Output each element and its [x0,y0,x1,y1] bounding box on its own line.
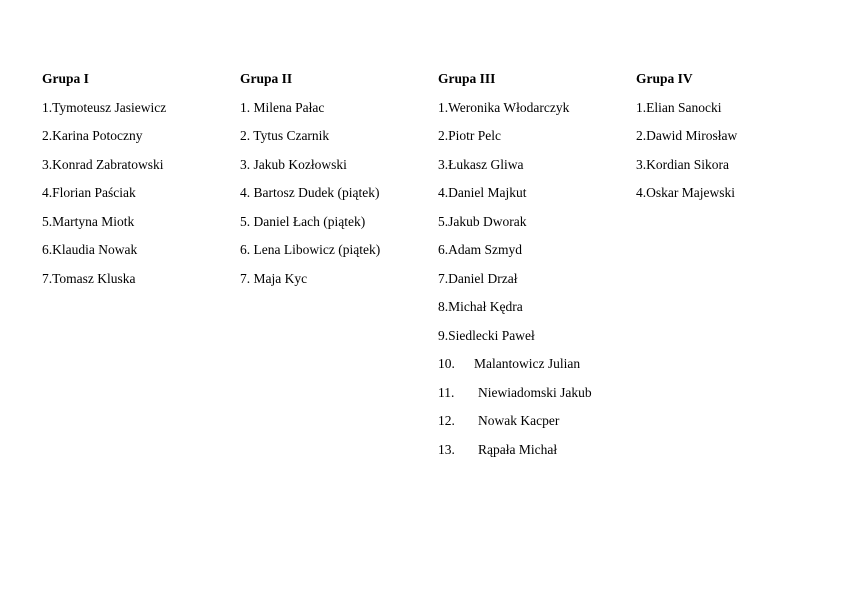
list-item [240,184,430,202]
list-item [438,412,628,430]
item-number: 2. [240,128,251,143]
group-1-title: Grupa I [42,71,89,86]
item-name: Niewiadomski Jakub [478,384,592,400]
item-name: Oskar Majewski [646,185,735,200]
item-name: Siedlecki Paweł [448,327,535,343]
item-number: 4. [438,185,449,200]
item-number: 4. [636,185,647,200]
list-item [438,298,628,316]
group-4-column [636,70,826,213]
list-item [438,184,628,202]
item-number: 5. [240,213,251,229]
list-item [636,99,826,117]
item-name: Malantowicz Julian [474,356,581,371]
item-number: 11. [438,384,455,400]
group-2-title: Grupa II [240,71,293,86]
item-number: 12. [438,413,455,428]
item-number: 3. [636,156,647,172]
list-item [240,270,430,288]
item-number: 1. [240,99,251,115]
item-number: 2. [438,128,449,143]
list-item [42,241,232,259]
item-name: Rąpała Michał [478,441,558,457]
list-item [240,156,430,174]
list-item [240,99,430,117]
item-number: 6. [42,242,53,257]
item-name: Bartosz Dudek (piątek) [253,185,380,200]
list-item [42,156,232,174]
list-item [42,213,232,231]
item-number: 2. [42,128,53,143]
item-number: 7. [438,270,449,286]
list-item [240,127,430,145]
list-item [636,184,826,202]
item-name: Dawid Mirosław [646,128,738,143]
item-name: Daniel Drzał [448,270,518,286]
item-number: 7. [42,270,53,286]
item-name: Konrad Zabratowski [52,156,164,172]
item-number: 9. [438,327,449,343]
list-item [636,127,826,145]
item-name: Milena Pałac [253,99,325,115]
item-name: Daniel Łach (piątek) [253,213,366,229]
item-number: 1. [636,99,647,115]
item-name: Elian Sanocki [646,99,722,115]
list-item [240,241,430,259]
list-item [438,127,628,145]
item-name: Tytus Czarnik [253,128,330,143]
item-number: 4. [42,185,53,200]
item-number: 13. [438,441,455,457]
item-name: Piotr Pelc [448,128,501,143]
item-number: 3. [240,156,251,172]
group-3-column [438,70,628,469]
list-item [438,441,628,459]
list-item [438,327,628,345]
item-name: Nowak Kacper [478,413,560,428]
item-name: Maja Kyc [253,270,308,286]
item-number: 3. [42,156,53,172]
group-4-title: Grupa IV [636,71,693,86]
list-item [42,127,232,145]
item-name: Adam Szmyd [448,242,522,257]
item-name: Daniel Majkut [448,185,527,200]
item-name: Tymoteusz Jasiewicz [52,99,167,115]
list-item [240,213,430,231]
item-name: Tomasz Kluska [52,270,136,286]
group-1-column [42,70,232,298]
item-name: Weronika Włodarczyk [448,99,570,115]
item-number: 2. [636,128,647,143]
item-name: Lena Libowicz (piątek) [253,242,381,257]
item-name: Martyna Miotk [52,213,135,229]
list-item [438,355,628,373]
item-number: 5. [42,213,53,229]
item-name: Karina Potoczny [52,128,143,143]
item-number: 3. [438,156,449,172]
list-item [438,241,628,259]
group-2-column [240,70,430,298]
list-item [438,270,628,288]
item-name: Klaudia Nowak [52,242,138,257]
item-number: 6. [240,242,251,257]
item-number: 1. [438,99,449,115]
item-name: Kordian Sikora [646,156,729,172]
item-name: Jakub Kozłowski [253,156,347,172]
item-number: 8. [438,299,449,314]
list-item [438,384,628,402]
list-item [42,99,232,117]
list-item [636,156,826,174]
item-number: 7. [240,270,251,286]
item-number: 6. [438,242,449,257]
list-item [42,184,232,202]
list-item [438,156,628,174]
item-name: Michał Kędra [448,299,523,314]
item-name: Jakub Dworak [448,213,527,229]
list-item [438,99,628,117]
item-number: 4. [240,185,251,200]
item-name: Florian Paściak [52,185,136,200]
list-item [42,270,232,288]
item-number: 1. [42,99,53,115]
item-name: Łukasz Gliwa [448,156,524,172]
item-number: 5. [438,213,449,229]
item-number: 10. [438,356,455,371]
group-3-title: Grupa III [438,71,496,86]
list-item [438,213,628,231]
